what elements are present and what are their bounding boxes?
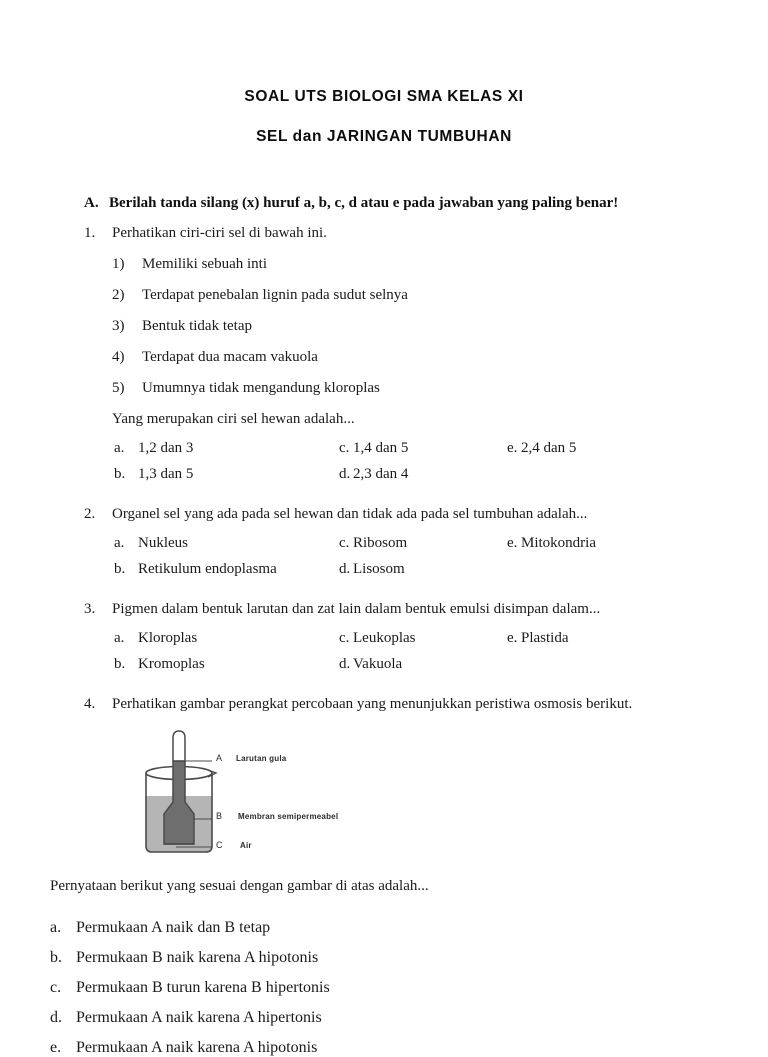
- sub-item: [112, 272, 768, 303]
- sub-item: [112, 303, 768, 334]
- question-2: [0, 493, 768, 588]
- option-b-text: Permukaan B naik karena A hipotonis: [76, 949, 319, 966]
- question-4-number: 4.: [84, 696, 96, 712]
- option-e-text: Permukaan A naik karena A hipotonis: [76, 1039, 318, 1056]
- option-b-text: Kromoplas: [138, 656, 205, 672]
- option-e[interactable]: [507, 441, 576, 456]
- option-c[interactable]: [50, 967, 768, 997]
- sub-item: [112, 241, 768, 272]
- question-1-number: 1.: [84, 225, 96, 241]
- option-b[interactable]: [50, 937, 768, 967]
- option-e-key: e.: [50, 1039, 62, 1056]
- option-d[interactable]: [339, 467, 408, 482]
- question-2-text: Organel sel yang ada pada sel hewan dan tidak ada pada sel tumbuhan adalah...: [112, 506, 588, 522]
- option-line: [114, 562, 768, 588]
- option-e[interactable]: [507, 536, 596, 551]
- question-3-stem: [84, 588, 768, 617]
- option-d[interactable]: [339, 562, 405, 577]
- question-3-number: 3.: [84, 601, 96, 617]
- question-4: [0, 683, 768, 712]
- option-c[interactable]: [339, 536, 407, 551]
- question-3: [0, 588, 768, 683]
- option-a[interactable]: [50, 907, 768, 937]
- option-b-key: b.: [50, 949, 62, 966]
- question-1-stem: [84, 212, 768, 241]
- question-4-text: Perhatikan gambar perangkat percobaan yang menunjukkan peristiwa osmosis berikut.: [112, 696, 633, 712]
- osmosis-figure-wrap: [0, 712, 768, 858]
- section-instruction-text: Berilah tanda silang (x) huruf a, b, c, d atau e pada jawaban yang paling benar!: [109, 195, 619, 211]
- document-title: SOAL UTS BIOLOGI SMA KELAS XI: [244, 88, 524, 105]
- sub-item-marker: 3): [112, 318, 125, 334]
- option-c-key: c.: [339, 630, 350, 646]
- option-e[interactable]: [507, 631, 569, 646]
- option-b-key: b.: [114, 561, 126, 577]
- option-a[interactable]: [114, 441, 193, 456]
- option-b-key: b.: [114, 656, 126, 672]
- option-b-text: 1,3 dan 5: [138, 466, 194, 482]
- sub-item: [112, 365, 768, 396]
- question-3-options: [84, 617, 768, 683]
- option-e-text: Plastida: [521, 630, 569, 646]
- option-a-key: a.: [114, 630, 125, 646]
- option-e-key: e.: [507, 440, 518, 456]
- sub-item-text: Terdapat penebalan lignin pada sudut selnya: [142, 287, 408, 303]
- title-block: [0, 0, 768, 146]
- osmosis-diagram-svg: [128, 728, 458, 858]
- option-a-key: a.: [50, 919, 62, 936]
- callout-letter-c: C: [216, 840, 223, 850]
- option-d-text: Vakuola: [353, 656, 403, 672]
- option-a-key: a.: [114, 535, 125, 551]
- sub-item-text: Bentuk tidak tetap: [142, 318, 252, 334]
- sub-item-marker: 2): [112, 287, 125, 303]
- option-c[interactable]: [339, 441, 408, 456]
- question-1-text: Perhatikan ciri-ciri sel di bawah ini.: [112, 225, 327, 241]
- option-e-text: 2,4 dan 5: [521, 440, 577, 456]
- callout-letter-a: A: [216, 753, 223, 763]
- option-e-text: Mitokondria: [521, 535, 596, 551]
- option-b[interactable]: [114, 657, 205, 672]
- question-4-statement: Pernyataan berikut yang sesuai dengan gambar di atas adalah...: [50, 878, 429, 894]
- callout-label-air: Air: [240, 841, 252, 850]
- option-b[interactable]: [114, 562, 277, 577]
- sub-item-text: Umumnya tidak mengandung kloroplas: [142, 380, 380, 396]
- callout-letter-b: B: [216, 811, 223, 821]
- option-a-key: a.: [114, 440, 125, 456]
- section-letter: A.: [84, 195, 99, 211]
- sub-item-marker: 5): [112, 380, 125, 396]
- option-c-text: 1,4 dan 5: [353, 440, 409, 456]
- option-a[interactable]: [114, 536, 188, 551]
- document-subtitle: SEL dan JARINGAN TUMBUHAN: [256, 128, 512, 145]
- option-d-text: 2,3 dan 4: [353, 466, 409, 482]
- option-d-key: d.: [339, 466, 351, 482]
- callout-label-membran-semipermeabel: Membran semipermeabel: [238, 812, 339, 821]
- option-a-text: Nukleus: [138, 535, 188, 551]
- option-c[interactable]: [339, 631, 415, 646]
- option-d[interactable]: [339, 657, 402, 672]
- option-d-key: d.: [339, 561, 351, 577]
- sub-item: [112, 334, 768, 365]
- option-line: [114, 441, 768, 467]
- question-1: [0, 212, 768, 493]
- option-line: [114, 657, 768, 683]
- sub-item-text: Terdapat dua macam vakuola: [142, 349, 318, 365]
- option-d-text: Permukaan A naik karena A hipertonis: [76, 1009, 322, 1026]
- question-4-options: [0, 895, 768, 1057]
- option-c-key: c.: [50, 979, 62, 996]
- sub-item-marker: 1): [112, 256, 125, 272]
- option-e[interactable]: [50, 1027, 768, 1057]
- option-line: [114, 631, 768, 657]
- option-d-key: d.: [339, 656, 351, 672]
- option-a-text: Permukaan A naik dan B tetap: [76, 919, 271, 936]
- option-e-key: e.: [507, 630, 518, 646]
- option-a-text: Kloroplas: [138, 630, 198, 646]
- option-e-key: e.: [507, 535, 518, 551]
- option-d[interactable]: [50, 997, 768, 1027]
- question-3-text: Pigmen dalam bentuk larutan dan zat lain dalam bentuk emulsi disimpan dalam...: [112, 601, 601, 617]
- question-1-lead-in: Yang merupakan ciri sel hewan adalah...: [112, 411, 355, 427]
- question-2-options: [84, 522, 768, 588]
- option-b[interactable]: [114, 467, 193, 482]
- option-c-text: Ribosom: [353, 535, 408, 551]
- sub-item-marker: 4): [112, 349, 125, 365]
- callout-label-larutan-gula: Larutan gula: [236, 754, 287, 763]
- question-2-stem: [84, 493, 768, 522]
- option-d-text: Lisosom: [353, 561, 405, 577]
- option-c-text: Permukaan B turun karena B hipertonis: [76, 979, 330, 996]
- question-4-stem: [84, 683, 768, 712]
- glass-tube: [173, 731, 185, 761]
- option-line: [114, 536, 768, 562]
- question-1-options: [84, 427, 768, 493]
- question-2-number: 2.: [84, 506, 96, 522]
- section-instruction: [0, 146, 768, 212]
- option-line: [114, 467, 768, 493]
- question-1-sublist: [84, 241, 768, 396]
- option-c-key: c.: [339, 535, 350, 551]
- option-b-text: Retikulum endoplasma: [138, 561, 277, 577]
- option-d-key: d.: [50, 1009, 62, 1026]
- option-a[interactable]: [114, 631, 197, 646]
- option-c-text: Leukoplas: [353, 630, 416, 646]
- option-a-text: 1,2 dan 3: [138, 440, 194, 456]
- sub-item-text: Memiliki sebuah inti: [142, 256, 267, 272]
- option-c-key: c.: [339, 440, 350, 456]
- option-b-key: b.: [114, 466, 126, 482]
- osmosis-apparatus-figure: [128, 728, 458, 858]
